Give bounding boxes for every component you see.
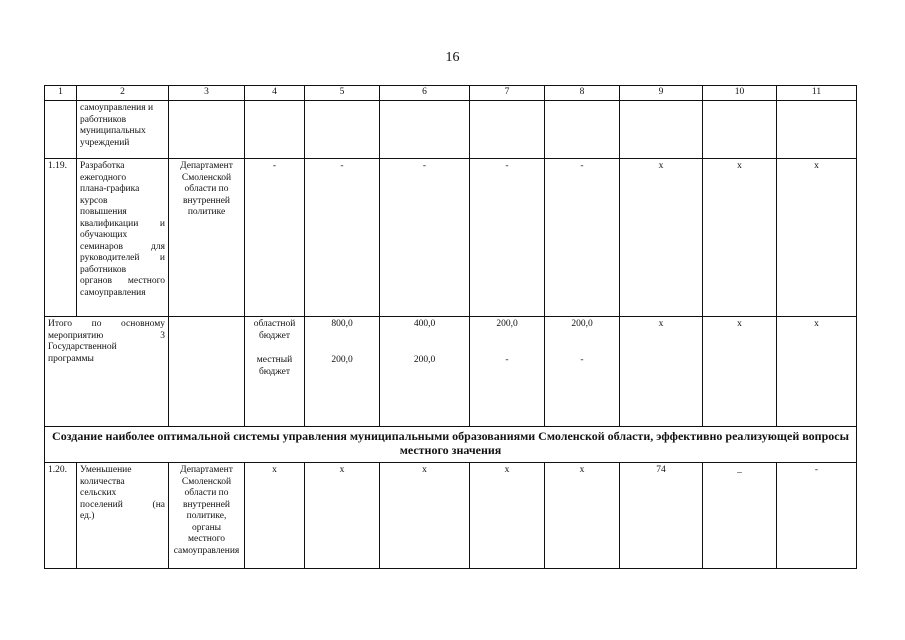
cell-value: - — [545, 159, 620, 317]
row-number: 1.20. — [45, 463, 77, 569]
cell-value: - — [470, 159, 545, 317]
cell-value: - — [245, 159, 305, 317]
cell-value: - — [305, 159, 380, 317]
activity-name: Разработка ежегодного плана-графика курсов повышения квалификации и обучающих семинаров для руководителей и работников органов местного самоуправления — [77, 159, 169, 317]
cell-value: х — [305, 463, 380, 569]
cell-value: - — [777, 463, 857, 569]
table-row-total — [45, 317, 857, 427]
cell-value: - — [380, 159, 470, 317]
funding-column-5: 800,0 200,0 — [305, 317, 380, 427]
funding-column-8: 200,0 - — [545, 317, 620, 427]
cell-value: 74 — [620, 463, 703, 569]
cell-value: х — [703, 159, 777, 317]
header-cell: 5 — [305, 86, 380, 101]
cell-value: х — [620, 317, 703, 427]
cell-value: х — [245, 463, 305, 569]
header-cell: 11 — [777, 86, 857, 101]
funding-column-7: 200,0 - — [470, 317, 545, 427]
cell-value: х — [777, 317, 857, 427]
header-cell: 4 — [245, 86, 305, 101]
header-cell: 9 — [620, 86, 703, 101]
cell-value: х — [470, 463, 545, 569]
continuation-text: самоуправления и работников муниципальных учреждений — [77, 101, 169, 159]
executor: Департамент Смоленской области по внутренней политике, органы местного самоуправления — [169, 463, 245, 569]
header-cell: 3 — [169, 86, 245, 101]
cell-value: х — [545, 463, 620, 569]
header-row — [45, 86, 857, 101]
table-row-1-19 — [45, 159, 857, 317]
executor: Департамент Смоленской области по внутренней политике — [169, 159, 245, 317]
cell-value: х — [777, 159, 857, 317]
header-cell: 8 — [545, 86, 620, 101]
row-number: 1.19. — [45, 159, 77, 317]
section-header-row — [45, 427, 857, 463]
cell-value: х — [380, 463, 470, 569]
header-cell: 7 — [470, 86, 545, 101]
header-cell: 10 — [703, 86, 777, 101]
funding-source: областной бюджет местный бюджет — [245, 317, 305, 427]
cell-value: _ — [703, 463, 777, 569]
header-cell: 2 — [77, 86, 169, 101]
table-row-continuation — [45, 101, 857, 159]
section-title: Создание наиболее оптимальной системы управления муниципальными образованиями Смоленской области, эффективно реализующей вопросы местного значения — [45, 427, 857, 463]
activity-name: Уменьшение количества сельских поселений (на ед.) — [77, 463, 169, 569]
funding-column-6: 400,0 200,0 — [380, 317, 470, 427]
program-table — [44, 85, 857, 569]
header-cell: 1 — [45, 86, 77, 101]
cell-value: х — [703, 317, 777, 427]
total-label: Итого по основному мероприятию 3 Государственной программы — [45, 317, 169, 427]
table-row-1-20 — [45, 463, 857, 569]
page-number: 16 — [445, 50, 460, 65]
header-cell: 6 — [380, 86, 470, 101]
cell-value: х — [620, 159, 703, 317]
